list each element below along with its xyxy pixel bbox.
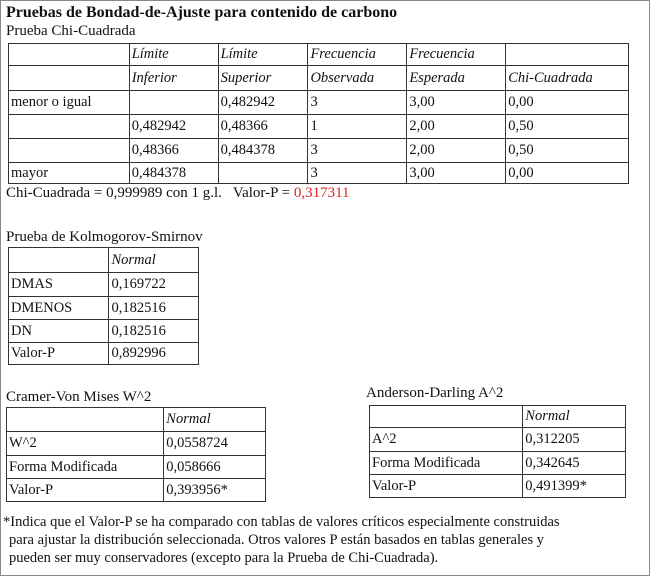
table-cell: 0,491399* (523, 475, 626, 498)
header-cell: Chi-Cuadrada (506, 66, 629, 91)
table-row (9, 163, 629, 184)
table-cell: 0,312205 (523, 428, 626, 452)
chi-square-p-value: 0,317311 (293, 185, 350, 201)
table-cell: mayor (9, 163, 130, 184)
table-cell: 0,0558724 (164, 432, 266, 456)
chi-square-table (8, 43, 629, 184)
table-cell (218, 163, 308, 184)
header-cell: Esperada (407, 66, 506, 91)
table-cell: Forma Modificada (7, 456, 164, 479)
table-cell: 0,00 (506, 163, 629, 184)
ks-table (8, 247, 199, 365)
table-row (9, 273, 199, 297)
table-cell: 3 (308, 139, 407, 163)
header-cell (506, 44, 629, 66)
table-row (7, 456, 266, 479)
table-cell: 0,484378 (129, 163, 218, 184)
table-cell: 0,482942 (218, 91, 308, 115)
table-cell: A^2 (370, 428, 523, 452)
table-cell: Valor-P (9, 343, 109, 365)
table-cell: 0,50 (506, 115, 629, 139)
header-cell (9, 44, 130, 66)
table-cell: 0,482942 (129, 115, 218, 139)
table-cell: 3 (308, 163, 407, 184)
header-cell: Observada (308, 66, 407, 91)
table-cell: 0,48366 (218, 115, 308, 139)
table-row (9, 320, 199, 343)
header-cell: Frecuencia (308, 44, 407, 66)
ad-table (369, 405, 626, 498)
table-cell: 0,169722 (109, 273, 199, 297)
table-cell: 0,058666 (164, 456, 266, 479)
table-header-row (9, 44, 629, 66)
table-cell: 0,50 (506, 139, 629, 163)
chi-square-summary-text: Chi-Cuadrada = 0,999989 con 1 g.l. Valor-P = (6, 185, 294, 201)
cvm-heading: Cramer-Von Mises W^2 (6, 389, 152, 405)
table-cell: 3 (308, 91, 407, 115)
table-cell (129, 91, 218, 115)
table-cell (7, 408, 164, 432)
table-row (370, 475, 626, 498)
table-row (7, 432, 266, 456)
header-cell: Inferior (129, 66, 218, 91)
table-header-row (9, 66, 629, 91)
table-row (7, 479, 266, 502)
table-cell: Forma Modificada (370, 452, 523, 475)
ad-heading: Anderson-Darling A^2 (366, 385, 504, 401)
header-cell: Normal (109, 248, 199, 273)
table-row (370, 452, 626, 475)
table-cell: menor o igual (9, 91, 130, 115)
table-cell: 2,00 (407, 115, 506, 139)
table-cell: 0,342645 (523, 452, 626, 475)
footnote-line: para ajustar la distribución seleccionada. Otros valores P están basados en tablas generales y (9, 532, 544, 548)
table-cell: 0,393956* (164, 479, 266, 502)
header-cell (9, 66, 130, 91)
table-row (9, 91, 629, 115)
table-cell: DN (9, 320, 109, 343)
table-cell: 0,48366 (129, 139, 218, 163)
table-cell: Valor-P (370, 475, 523, 498)
table-cell (9, 115, 130, 139)
footnote-line: *Indica que el Valor-P se ha comparado con tablas de valores críticos especialmente construidas (3, 514, 560, 530)
table-row (370, 428, 626, 452)
table-cell (9, 139, 130, 163)
table-row (9, 115, 629, 139)
table-row (9, 297, 199, 320)
table-cell: Valor-P (7, 479, 164, 502)
table-cell: 1 (308, 115, 407, 139)
table-cell: 2,00 (407, 139, 506, 163)
header-cell: Superior (218, 66, 308, 91)
header-cell: Límite (129, 44, 218, 66)
table-cell: 0,484378 (218, 139, 308, 163)
table-cell: 0,00 (506, 91, 629, 115)
header-cell: Frecuencia (407, 44, 506, 66)
table-cell: DMENOS (9, 297, 109, 320)
footnote-line: pueden ser muy conservadores (excepto para la Prueba de Chi-Cuadrada). (9, 550, 439, 566)
table-cell: W^2 (7, 432, 164, 456)
footnote (3, 513, 560, 567)
table-cell (9, 248, 109, 273)
table-row (9, 343, 199, 365)
cvm-table (6, 407, 266, 502)
chi-square-heading: Prueba Chi-Cuadrada (6, 23, 136, 39)
chi-square-summary (6, 185, 350, 202)
table-cell (370, 406, 523, 428)
table-cell: 3,00 (407, 91, 506, 115)
table-cell: 3,00 (407, 163, 506, 184)
page-title: Pruebas de Bondad-de-Ajuste para contenido de carbono (6, 4, 398, 21)
table-cell: DMAS (9, 273, 109, 297)
table-cell: 0,182516 (109, 297, 199, 320)
ks-heading: Prueba de Kolmogorov-Smirnov (6, 229, 203, 245)
table-cell: 0,182516 (109, 320, 199, 343)
header-cell: Normal (523, 406, 626, 428)
table-row (9, 139, 629, 163)
header-cell: Límite (218, 44, 308, 66)
table-cell: 0,892996 (109, 343, 199, 365)
header-cell: Normal (164, 408, 266, 432)
